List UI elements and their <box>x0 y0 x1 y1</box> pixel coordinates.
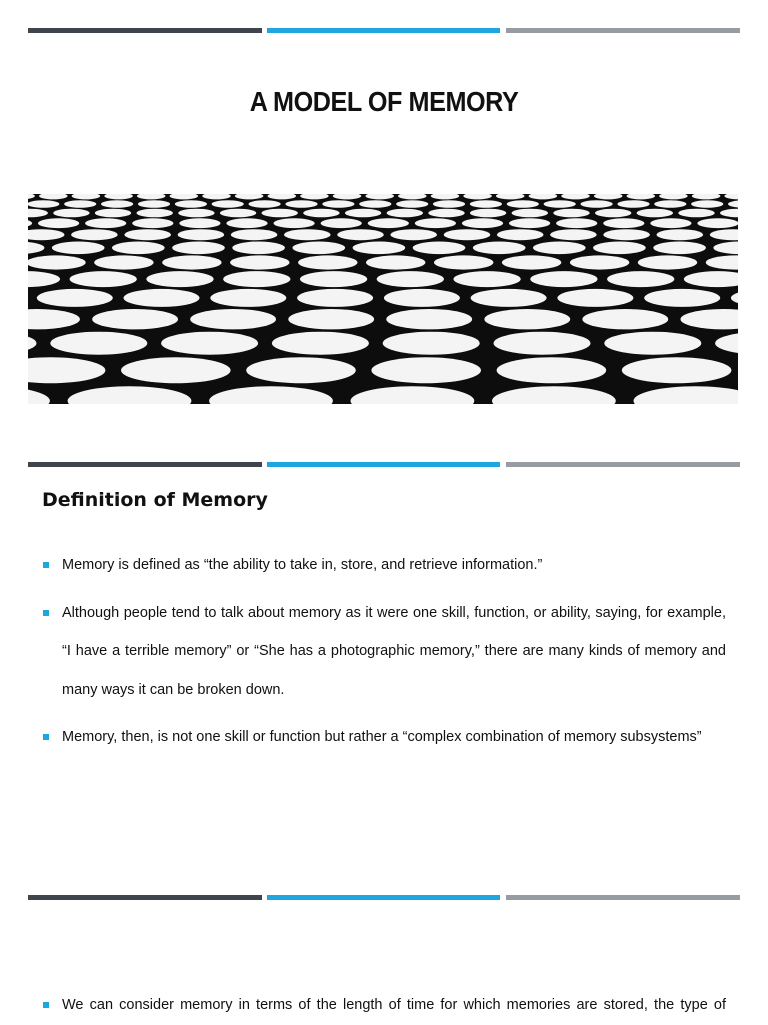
disc-shape <box>322 200 354 208</box>
disc-shape <box>179 218 220 228</box>
disc-shape <box>463 194 492 199</box>
disc-shape <box>553 209 589 218</box>
disc-shape <box>684 271 738 287</box>
disc-shape <box>178 229 225 240</box>
disc-shape <box>603 218 644 228</box>
disc-shape <box>471 289 547 307</box>
disc-shape <box>415 218 456 228</box>
disc-shape <box>223 271 290 287</box>
disc-shape <box>617 200 649 208</box>
square-bullet-icon <box>43 562 49 568</box>
disc-shape <box>28 209 48 218</box>
disc-shape <box>509 218 550 228</box>
disc-shape <box>594 194 623 199</box>
disc-shape <box>434 255 493 269</box>
disc-shape <box>209 386 333 404</box>
disc-shape <box>398 194 427 199</box>
disc-shape <box>235 194 264 199</box>
disc-shape <box>715 332 738 355</box>
slide-title: A MODEL OF MEMORY <box>249 86 519 117</box>
disc-shape <box>272 332 369 355</box>
bar-blue <box>267 28 500 33</box>
white-discs-image <box>28 194 738 404</box>
disc-shape <box>92 309 178 329</box>
disc-shape <box>387 209 423 218</box>
disc-shape <box>300 271 367 287</box>
disc-shape <box>706 255 738 269</box>
disc-shape <box>137 209 173 218</box>
disc-shape <box>232 242 285 255</box>
disc-shape <box>462 218 503 228</box>
disc-shape <box>137 194 166 199</box>
disc-shape <box>657 229 704 240</box>
disc-shape <box>70 271 137 287</box>
disc-shape <box>470 209 506 218</box>
disc-shape <box>337 229 384 240</box>
disc-shape <box>94 255 153 269</box>
disc-shape <box>390 229 437 240</box>
disc-shape <box>138 200 170 208</box>
disc-shape <box>28 229 65 240</box>
disc-shape <box>226 218 267 228</box>
disc-shape <box>28 309 80 329</box>
disc-shape <box>654 200 686 208</box>
disc-shape <box>561 194 590 199</box>
disc-shape <box>101 200 133 208</box>
disc-shape <box>533 242 586 255</box>
disc-shape <box>124 289 200 307</box>
disc-shape <box>384 289 460 307</box>
bullet-text: We can consider memory in terms of the length of time for which memories are stored, the type of <box>62 997 726 1013</box>
bar-dark <box>28 462 262 467</box>
disc-shape <box>697 218 738 228</box>
bar-blue <box>267 462 500 467</box>
disc-shape <box>377 271 444 287</box>
disc-shape <box>595 209 631 218</box>
disc-shape <box>731 289 738 307</box>
disc-shape <box>607 271 674 287</box>
disc-shape <box>53 209 89 218</box>
disc-shape <box>470 200 502 208</box>
disc-shape <box>28 332 37 355</box>
disc-shape <box>653 242 706 255</box>
disc-shape <box>383 332 480 355</box>
disc-shape <box>692 194 721 199</box>
disc-shape <box>170 194 199 199</box>
disc-shape <box>433 200 465 208</box>
bar-gray <box>506 28 740 33</box>
disc-shape <box>622 357 732 383</box>
slide2-top-bars <box>28 462 740 467</box>
disc-shape <box>297 289 373 307</box>
disc-shape <box>496 194 525 199</box>
disc-shape <box>582 309 668 329</box>
bar-dark <box>28 895 262 900</box>
bar-gray <box>506 462 740 467</box>
disc-shape <box>428 209 464 218</box>
disc-shape <box>454 271 521 287</box>
disc-shape <box>28 271 60 287</box>
disc-shape <box>249 200 281 208</box>
disc-shape <box>593 242 646 255</box>
disc-shape <box>64 200 96 208</box>
disc-shape <box>50 332 147 355</box>
disc-shape <box>231 229 278 240</box>
disc-shape <box>627 194 656 199</box>
disc-shape <box>274 218 315 228</box>
bar-blue <box>267 895 500 900</box>
disc-shape <box>68 386 192 404</box>
disc-shape <box>644 289 720 307</box>
bullet-item <box>42 546 726 585</box>
square-bullet-icon <box>43 734 49 740</box>
disc-shape <box>570 255 629 269</box>
disc-shape <box>431 194 460 199</box>
disc-shape <box>298 255 357 269</box>
disc-shape <box>190 309 276 329</box>
disc-shape <box>333 194 362 199</box>
disc-shape <box>28 200 59 208</box>
disc-shape <box>71 229 118 240</box>
disc-shape <box>557 289 633 307</box>
disc-shape <box>230 255 289 269</box>
disc-shape <box>637 209 673 218</box>
disc-shape <box>710 229 738 240</box>
definition-bullet-list <box>42 546 726 757</box>
disc-shape <box>161 332 258 355</box>
disc-shape <box>638 255 697 269</box>
disc-shape <box>502 255 561 269</box>
bullet-item <box>42 718 726 757</box>
disc-shape <box>52 242 105 255</box>
disc-shape <box>104 194 133 199</box>
disc-shape <box>581 200 613 208</box>
disc-shape <box>132 218 173 228</box>
disc-shape <box>720 209 738 218</box>
disc-shape <box>691 200 723 208</box>
disc-shape <box>293 242 346 255</box>
disc-shape <box>178 209 214 218</box>
disc-shape <box>124 229 171 240</box>
disc-shape <box>529 194 558 199</box>
bar-dark <box>28 28 262 33</box>
disc-shape <box>300 194 329 199</box>
disc-shape <box>413 242 466 255</box>
disc-shape <box>121 357 231 383</box>
disc-shape <box>678 209 714 218</box>
disc-shape <box>28 218 32 228</box>
disc-shape <box>681 309 739 329</box>
disc-shape <box>713 242 738 255</box>
disc-shape <box>212 200 244 208</box>
disc-shape <box>497 357 607 383</box>
disc-shape <box>146 271 213 287</box>
slide3-bullet-list <box>42 986 726 1025</box>
bullet-text: Memory, then, is not one skill or function but rather a “complex combination of memory subsystems” <box>62 729 702 745</box>
disc-shape <box>497 229 544 240</box>
disc-shape <box>28 242 44 255</box>
disc-shape <box>603 229 650 240</box>
disc-shape <box>28 194 35 199</box>
bullet-item <box>42 594 726 710</box>
disc-shape <box>507 200 539 208</box>
disc-shape <box>37 289 113 307</box>
slide1-top-bars <box>28 28 740 33</box>
disc-shape <box>202 194 231 199</box>
disc-shape <box>112 242 165 255</box>
square-bullet-icon <box>43 1002 49 1008</box>
disc-shape <box>659 194 688 199</box>
disc-shape <box>175 200 207 208</box>
disc-shape <box>724 194 738 199</box>
disc-shape <box>368 218 409 228</box>
disc-shape <box>351 386 475 404</box>
disc-shape <box>371 357 481 383</box>
disc-shape <box>321 218 362 228</box>
disc-shape <box>728 200 738 208</box>
disc-shape <box>550 229 597 240</box>
disc-shape <box>512 209 548 218</box>
bar-gray <box>506 895 740 900</box>
hero-image <box>28 194 738 404</box>
disc-shape <box>246 357 356 383</box>
disc-shape <box>494 332 591 355</box>
disc-shape <box>28 386 50 404</box>
disc-shape <box>556 218 597 228</box>
disc-shape <box>366 255 425 269</box>
slide3-top-bars <box>28 895 740 900</box>
disc-shape <box>262 209 298 218</box>
disc-shape <box>345 209 381 218</box>
disc-shape <box>285 200 317 208</box>
disc-shape <box>353 242 406 255</box>
disc-shape <box>39 194 68 199</box>
disc-shape <box>220 209 256 218</box>
disc-shape <box>634 386 739 404</box>
disc-shape <box>162 255 221 269</box>
disc-shape <box>492 386 616 404</box>
disc-shape <box>484 309 570 329</box>
disc-shape <box>359 200 391 208</box>
square-bullet-icon <box>43 610 49 616</box>
disc-shape <box>303 209 339 218</box>
disc-shape <box>288 309 374 329</box>
disc-shape <box>85 218 126 228</box>
bullet-item <box>42 986 726 1025</box>
disc-shape <box>604 332 701 355</box>
disc-shape <box>396 200 428 208</box>
disc-shape <box>444 229 491 240</box>
disc-shape <box>28 357 105 383</box>
disc-shape <box>530 271 597 287</box>
disc-shape <box>650 218 691 228</box>
disc-shape <box>210 289 286 307</box>
disc-shape <box>95 209 131 218</box>
disc-shape <box>284 229 331 240</box>
disc-shape <box>473 242 526 255</box>
disc-shape <box>386 309 472 329</box>
disc-shape <box>28 255 86 269</box>
disc-shape <box>268 194 297 199</box>
disc-shape <box>544 200 576 208</box>
bullet-text: Memory is defined as “the ability to take in, store, and retrieve information.” <box>62 557 543 573</box>
disc-shape <box>38 218 79 228</box>
section-heading: Definition of Memory <box>42 489 268 511</box>
disc-shape <box>365 194 394 199</box>
disc-shape <box>172 242 225 255</box>
disc-shape <box>72 194 101 199</box>
bullet-text: Although people tend to talk about memory as it were one skill, function, or ability, saying, for example, “I have a terrible memory” or “She has a photographic memory,” there are many kinds of memory and many ways it can be broken down. <box>62 604 726 698</box>
